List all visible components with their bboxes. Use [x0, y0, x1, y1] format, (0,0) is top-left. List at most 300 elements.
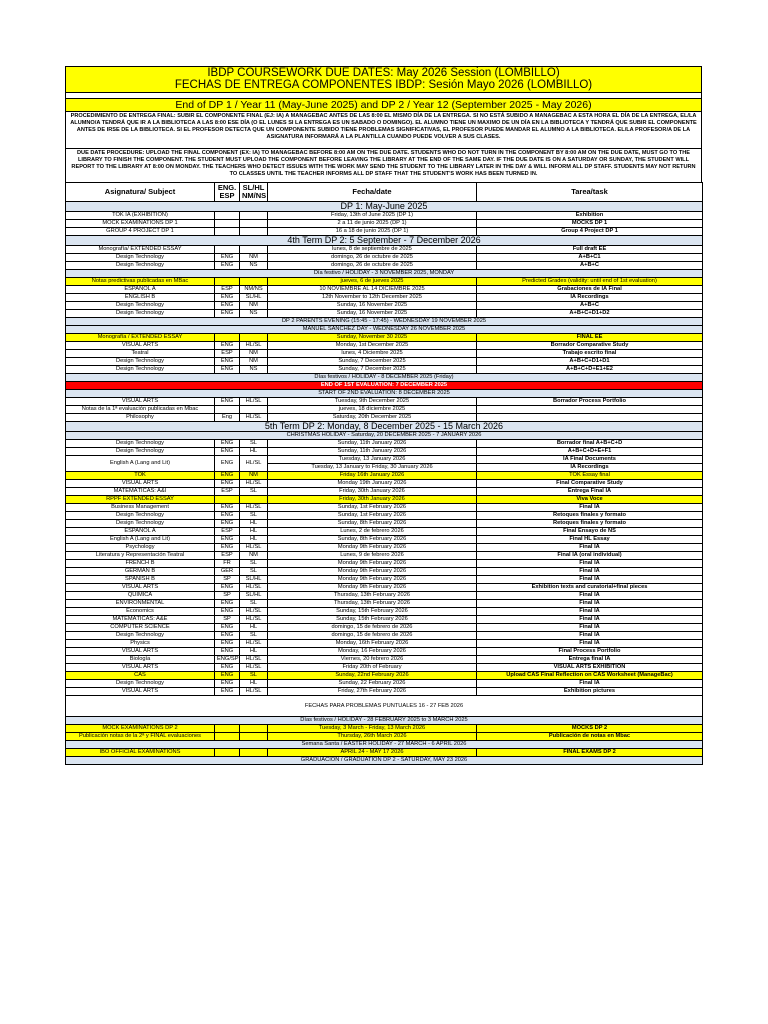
- task-cell: Final Ensayo de NS: [477, 528, 703, 536]
- subject-cell: VISUAL ARTS: [66, 398, 215, 406]
- date-cell: Friday 20th of February: [268, 664, 477, 672]
- subject-cell: IBO OFFICIAL EXAMINATIONS: [66, 749, 215, 757]
- level-cell: HL/SL: [240, 342, 268, 350]
- language-cell: ENG: [215, 480, 240, 488]
- level-cell: [240, 406, 268, 414]
- date-cell: Sunday, 8th February 2026: [268, 536, 477, 544]
- table-row: [66, 624, 703, 632]
- level-cell: SL: [240, 560, 268, 568]
- task-cell: Entrega final IA: [477, 656, 703, 664]
- table-row: [66, 440, 703, 448]
- subject-cell: VISUAL ARTS: [66, 688, 215, 696]
- level-cell: SL: [240, 488, 268, 496]
- task-cell: Full draft EE: [477, 246, 703, 254]
- level-cell: NM: [240, 472, 268, 480]
- level-cell: [240, 733, 268, 741]
- subject-cell: MOCK EXAMINATIONS DP 1: [66, 220, 215, 228]
- subject-cell: Notas de la 1ª evaluación publicadas en Mbac: [66, 406, 215, 414]
- task-cell: Exhibition texts and curatorial+final pieces: [477, 584, 703, 592]
- level-cell: HL/SL: [240, 480, 268, 488]
- date-cell: Tuesday, 13 January 2026: [268, 456, 477, 464]
- date-cell: jueves, 18 diciembre 2025: [268, 406, 477, 414]
- subject-cell: Design Technology: [66, 680, 215, 688]
- subject-cell: Design Technology: [66, 520, 215, 528]
- table-row: [66, 552, 703, 560]
- table-row: [66, 246, 703, 254]
- col-language: ENG. ESP: [215, 183, 240, 202]
- table-row: [66, 488, 703, 496]
- table-row: [66, 398, 703, 406]
- subject-cell: English A (Lang and Lit): [66, 456, 215, 472]
- date-cell: Sunday, 7 December 2025: [268, 366, 477, 374]
- date-cell: Sunday, 1st February 2026: [268, 512, 477, 520]
- level-cell: [240, 228, 268, 236]
- note-row: [66, 757, 703, 765]
- language-cell: ENG: [215, 366, 240, 374]
- note-text: DP 2 PARENTS EVENING (15:45 - 17:45) - WEDNESDAY 19 NOVEMBER 2025: [66, 318, 703, 326]
- table-row: [66, 366, 703, 374]
- language-cell: ENG: [215, 520, 240, 528]
- level-cell: SL: [240, 512, 268, 520]
- level-cell: NM: [240, 358, 268, 366]
- table-row: [66, 544, 703, 552]
- language-cell: [215, 725, 240, 733]
- level-cell: SL: [240, 600, 268, 608]
- task-cell: Predicted Grades (validity: until end of 1st evaluation): [477, 278, 703, 286]
- language-cell: ENG: [215, 342, 240, 350]
- level-cell: SL: [240, 568, 268, 576]
- language-cell: ENG: [215, 536, 240, 544]
- task-cell: Viva Voce: [477, 496, 703, 504]
- date-cell: Monday 9th February 2026: [268, 584, 477, 592]
- language-cell: Eng: [215, 414, 240, 422]
- language-cell: ENG: [215, 440, 240, 448]
- task-cell: Borrador Comparative Study: [477, 342, 703, 350]
- subject-cell: Economics: [66, 608, 215, 616]
- language-cell: ENG: [215, 608, 240, 616]
- task-cell: Final IA: [477, 616, 703, 624]
- level-cell: SL/HL: [240, 294, 268, 302]
- table-row: [66, 576, 703, 584]
- subject-cell: ESPAÑOL A: [66, 528, 215, 536]
- task-cell: Final HL Essay: [477, 536, 703, 544]
- date-cell: Monday, 16 February 2026: [268, 648, 477, 656]
- task-cell: A+B+C+D+E1+E2: [477, 366, 703, 374]
- language-cell: SP: [215, 616, 240, 624]
- table-row: [66, 688, 703, 696]
- language-cell: [215, 406, 240, 414]
- subject-cell: ESPAÑOL A: [66, 286, 215, 294]
- subject-cell: Design Technology: [66, 358, 215, 366]
- task-cell: Retoques finales y formato: [477, 512, 703, 520]
- table-row: [66, 656, 703, 664]
- subject-cell: Monografía / EXTENDED ESSAY: [66, 334, 215, 342]
- language-cell: ENG: [215, 254, 240, 262]
- note-text: Días festivos / HOLIDAY - 8 DECEMBER 2025 (Friday): [66, 374, 703, 382]
- subject-cell: Monografía/ EXTENDED ESSAY: [66, 246, 215, 254]
- evaluation-end-row: [66, 382, 703, 390]
- col-task: Tarea/task: [477, 183, 703, 202]
- level-cell: HL: [240, 448, 268, 456]
- level-cell: [240, 496, 268, 504]
- note-row: [66, 696, 703, 717]
- language-cell: ESP: [215, 528, 240, 536]
- note-row: [66, 390, 703, 398]
- language-cell: ESP: [215, 488, 240, 496]
- subject-cell: VISUAL ARTS: [66, 480, 215, 488]
- subject-cell: Business Management: [66, 504, 215, 512]
- date-cell: Saturday, 20th December 2025: [268, 414, 477, 422]
- table-row: [66, 560, 703, 568]
- level-cell: HL/SL: [240, 616, 268, 624]
- task-cell: Final IA: [477, 544, 703, 552]
- language-cell: GER: [215, 568, 240, 576]
- task-cell: TOK Essay final: [477, 472, 703, 480]
- subject-cell: Literatura y Representación Teatral: [66, 552, 215, 560]
- task-cell: [477, 406, 703, 414]
- subject-cell: CAS: [66, 672, 215, 680]
- language-cell: ENG: [215, 632, 240, 640]
- task-cell: Retoques finales y formato: [477, 520, 703, 528]
- date-cell: Tuesday, 3 March - Friday, 13 March 2026: [268, 725, 477, 733]
- task-cell: Borrador final A+B+C+D: [477, 440, 703, 448]
- date-cell: 2 a 11 de junio 2025 (DP 1): [268, 220, 477, 228]
- date-cell: Tuesday, 13 January to Friday, 30 January 2026: [268, 464, 477, 472]
- task-cell: Final IA: [477, 560, 703, 568]
- date-cell: lunes, 4 Diciembre 2025: [268, 350, 477, 358]
- language-cell: ENG: [215, 664, 240, 672]
- language-cell: ENG: [215, 584, 240, 592]
- language-cell: ENG: [215, 648, 240, 656]
- table-row: [66, 608, 703, 616]
- date-cell: 16 a 18 de junio 2025 (DP 1): [268, 228, 477, 236]
- procedure-spanish: PROCEDIMIENTO DE ENTREGA FINAL: SUBIR EL COMPONENTE FINAL (EJ: IA) A MANAGEBAC ANTES DE LAS 8:00 EL MISMO DÍA DE LA ENTREGA. SI NO ESTÁ SUBIDO A MANAGEBAC A ESTA HORA EL DÍA DE LA ENTREGA, EL/LA ALUMNO/A TENDRÁ QUE IR A LA BIBLIOTECA A LAS 8:00 ESE DÍA (O EL LUNES SI LA ENTREGA ES UN SABADO O DOMINGO). EL ALUMNO TIENE UN MAXIMO DE UN DÍA EN LA BIBLIOTECA Y TENDRÁ QUE SUBIR EL COMPONENTE ANTES DE IRSE DE LA BIBLIOTECA. SI EL PROFESOR DETECTA QUE UN COMPONENTE SUBIDO TIENE PROBLEMAS SIGNIFICATIVAS, EL PROFESOR PUEDE MANDAR EL ALUMNO A LA BIBLIOTECA. EL/LA PROFESOR/A DE LA ASIGNATURA INFORMARÁ A LA PLANTILLA CUANDO PUEDE VOLVER A SUS CLASES.: [65, 111, 702, 148]
- language-cell: ENG: [215, 680, 240, 688]
- language-cell: ENG: [215, 398, 240, 406]
- level-cell: [240, 278, 268, 286]
- task-cell: Final IA: [477, 632, 703, 640]
- subject-cell: TOK IA (EXHIBITION): [66, 212, 215, 220]
- date-cell: Sunday, 7 December 2025: [268, 358, 477, 366]
- note-text: FECHAS PARA PROBLEMAS PUNTUALES 16 - 27 FEB 2026: [66, 696, 703, 717]
- level-cell: HL/SL: [240, 640, 268, 648]
- subject-cell: RPPF EXTENDED ESSAY: [66, 496, 215, 504]
- term-header-row: [66, 236, 703, 246]
- level-cell: [240, 749, 268, 757]
- note-text: MANUEL SANCHEZ DAY - WEDNESDAY 26 NOVEMBER 2025: [66, 326, 703, 334]
- date-cell: Lunes, 2 de febrero 2026: [268, 528, 477, 536]
- subject-cell: Design Technology: [66, 302, 215, 310]
- date-cell: Friday, 27th February 2026: [268, 688, 477, 696]
- task-cell: Grabaciones de IA Final: [477, 286, 703, 294]
- task-cell: A+B+C+D1+D1: [477, 358, 703, 366]
- level-cell: HL/SL: [240, 544, 268, 552]
- col-subject: Asignatura/ Subject: [66, 183, 215, 202]
- level-cell: HL: [240, 536, 268, 544]
- coursework-sheet: [65, 66, 702, 765]
- table-row: [66, 310, 703, 318]
- date-cell: domingo, 26 de octubre de 2025: [268, 262, 477, 270]
- table-row: [66, 414, 703, 422]
- date-cell: domingo, 15 de febrero de 2026: [268, 624, 477, 632]
- subject-cell: Design Technology: [66, 254, 215, 262]
- task-cell: IA Recordings: [477, 464, 703, 472]
- note-row: [66, 374, 703, 382]
- level-cell: [240, 334, 268, 342]
- language-cell: ENG: [215, 358, 240, 366]
- task-cell: Exhibition pictures: [477, 688, 703, 696]
- procedure-english: DUE DATE PROCEDURE: UPLOAD THE FINAL COMPONENT (EX: IA) TO MANAGEBAC BEFORE 8:00 AM ON THE DUE DATE. STUDENTS WHO DO NOT TURN IN THE COMPONENT BY 8:00 AM ON THE DUE DATE, MUST GO TO THE LIBRARY TO FINISH THE COMPONENT. THE STUDENT MUST UPLOAD THE COMPONENT BEFORE LEAVING THE LIBRARY AT THE END OF THE SAME DAY. IF THE DUE DATE IS ON A SATURDAY OR SUNDAY, THE STUDENT WILL REPORT TO THE LIBRARY AT 8:00 ON MONDAY. THE TEACHERS WHO DETECT ISSUES WITH THE WORK MAY SEND THE STUDENT TO THE LIBRARY LATER IN THE DAY & WILL INFORM ALL DP STAFF. STUDENTS MAY NOT RETURN TO CLASSES UNTIL THE TEACHER INFORMS ALL DP STAFF THAT THE STUDENT'S WORK HAS BEEN TURNED IN.: [65, 148, 702, 182]
- subject-cell: Design Technology: [66, 366, 215, 374]
- date-cell: Monday 9th February 2026: [268, 560, 477, 568]
- language-cell: [215, 733, 240, 741]
- table-row: [66, 733, 703, 741]
- note-text: END OF 1ST EVALUATION: 7 DECEMBER 2025: [66, 382, 703, 390]
- language-cell: ENG: [215, 512, 240, 520]
- table-row: [66, 472, 703, 480]
- level-cell: HL/SL: [240, 608, 268, 616]
- table-row: [66, 358, 703, 366]
- level-cell: NM: [240, 254, 268, 262]
- note-row: [66, 717, 703, 725]
- language-cell: ENG: [215, 624, 240, 632]
- subject-cell: VISUAL ARTS: [66, 664, 215, 672]
- table-row: [66, 448, 703, 456]
- task-cell: MOCKS DP 2: [477, 725, 703, 733]
- task-cell: Final IA: [477, 504, 703, 512]
- language-cell: ENG: [215, 448, 240, 456]
- col-date: Fecha/date: [268, 183, 477, 202]
- term-title: 5th Term DP 2: Monday, 8 December 2025 - 15 March 2026: [66, 422, 703, 432]
- table-row: [66, 220, 703, 228]
- language-cell: ENG: [215, 472, 240, 480]
- table-row: [66, 725, 703, 733]
- date-cell: Thursday, 13th February 2026: [268, 600, 477, 608]
- subject-cell: Design Technology: [66, 512, 215, 520]
- note-row: [66, 318, 703, 326]
- subject-cell: Psychology: [66, 544, 215, 552]
- task-cell: IA Final Documents: [477, 456, 703, 464]
- date-cell: Sunday, 11th January 2026: [268, 440, 477, 448]
- subject-cell: VISUAL ARTS: [66, 648, 215, 656]
- subject-cell: COMPUTER SCIENCE: [66, 624, 215, 632]
- language-cell: [215, 228, 240, 236]
- task-cell: [477, 414, 703, 422]
- date-cell: Monday 19th January 2026: [268, 480, 477, 488]
- table-row: [66, 616, 703, 624]
- level-cell: NM/NS: [240, 286, 268, 294]
- date-cell: Thursday, 13th February 2026: [268, 592, 477, 600]
- subject-cell: TOK: [66, 472, 215, 480]
- language-cell: ESP: [215, 286, 240, 294]
- task-cell: Borrador Process Portfolio: [477, 398, 703, 406]
- level-cell: HL/SL: [240, 414, 268, 422]
- date-cell: Thursday, 26th March 2026: [268, 733, 477, 741]
- level-cell: NS: [240, 262, 268, 270]
- subject-cell: Design Technology: [66, 448, 215, 456]
- subject-cell: Design Technology: [66, 632, 215, 640]
- task-cell: Final IA: [477, 608, 703, 616]
- task-cell: Final IA: [477, 592, 703, 600]
- date-cell: Monday, 1st December 2025: [268, 342, 477, 350]
- subject-cell: Design Technology: [66, 440, 215, 448]
- table-row: [66, 536, 703, 544]
- date-cell: Friday, 30th January 2026: [268, 496, 477, 504]
- date-cell: Monday 9th February 2026: [268, 544, 477, 552]
- level-cell: SL: [240, 440, 268, 448]
- subject-cell: Notas predictivas publicadas en MBac: [66, 278, 215, 286]
- level-cell: HL/SL: [240, 584, 268, 592]
- task-cell: MOCKS DP 1: [477, 220, 703, 228]
- table-row: [66, 528, 703, 536]
- title-spanish: FECHAS DE ENTREGA COMPONENTES IBDP: Sesión Mayo 2026 (LOMBILLO): [174, 79, 593, 91]
- note-row: [66, 270, 703, 278]
- table-row: [66, 632, 703, 640]
- table-row: [66, 749, 703, 757]
- table-row: [66, 512, 703, 520]
- date-cell: Monday, 16th February 2026: [268, 640, 477, 648]
- date-cell: 12th November to 12th December 2025: [268, 294, 477, 302]
- task-cell: Final IA: [477, 640, 703, 648]
- note-text: GRADUACION / GRADUATION DP 2 - SATURDAY, MAY 23 2026: [66, 757, 703, 765]
- language-cell: SP: [215, 592, 240, 600]
- language-cell: ENG: [215, 456, 240, 472]
- date-cell: Sunday, 22 February 2026: [268, 680, 477, 688]
- subject-cell: MOCK EXAMINATIONS DP 2: [66, 725, 215, 733]
- language-cell: [215, 278, 240, 286]
- task-cell: Final IA (oral individual): [477, 552, 703, 560]
- table-row: [66, 456, 703, 464]
- title-english: IBDP COURSEWORK DUE DATES: May 2026 Session (LOMBILLO): [207, 67, 560, 79]
- level-cell: HL: [240, 520, 268, 528]
- level-cell: SL/HL: [240, 592, 268, 600]
- table-row: [66, 504, 703, 512]
- term-title: DP 1: May-June 2025: [66, 202, 703, 212]
- task-cell: Trabajo escrito final: [477, 350, 703, 358]
- date-cell: Friday, 13th of June 2025 (DP 1): [268, 212, 477, 220]
- task-cell: Final IA: [477, 568, 703, 576]
- date-cell: Sunday, 16 November 2025: [268, 302, 477, 310]
- table-row: [66, 672, 703, 680]
- subject-cell: Biología: [66, 656, 215, 664]
- subject-cell: QUÍMICA: [66, 592, 215, 600]
- task-cell: Final IA: [477, 624, 703, 632]
- task-cell: IA Recordings: [477, 294, 703, 302]
- table-row: [66, 294, 703, 302]
- date-cell: Sunday, 22nd February 2026: [268, 672, 477, 680]
- date-cell: Sunday, 11th January 2026: [268, 448, 477, 456]
- task-cell: A+B+C1: [477, 254, 703, 262]
- date-cell: Sunday, 1st February 2026: [268, 504, 477, 512]
- level-cell: HL: [240, 648, 268, 656]
- note-text: Día festivo / HOLIDAY - 3 NOVEMBER 2025, MONDAY: [66, 270, 703, 278]
- task-cell: Entrega Final IA: [477, 488, 703, 496]
- due-dates-table: [65, 182, 703, 765]
- table-row: [66, 592, 703, 600]
- task-cell: VISUAL ARTS EXHIBITION: [477, 664, 703, 672]
- level-cell: [240, 725, 268, 733]
- task-cell: Final IA: [477, 576, 703, 584]
- language-cell: ENG: [215, 262, 240, 270]
- subject-cell: VISUAL ARTS: [66, 584, 215, 592]
- language-cell: [215, 212, 240, 220]
- language-cell: ENG/SP: [215, 656, 240, 664]
- date-cell: Sunday, November 30 2025: [268, 334, 477, 342]
- date-cell: Lunes, 9 de febrero 2026: [268, 552, 477, 560]
- date-cell: Viernes, 20 febrero 2026: [268, 656, 477, 664]
- task-cell: Upload CAS Final Reflection on CAS Worksheet (ManageBac): [477, 672, 703, 680]
- level-cell: NS: [240, 366, 268, 374]
- language-cell: ENG: [215, 302, 240, 310]
- level-cell: SL/HL: [240, 576, 268, 584]
- subject-cell: ENVIRONMENTAL: [66, 600, 215, 608]
- task-cell: Group 4 Project DP 1: [477, 228, 703, 236]
- title-block: [65, 66, 702, 92]
- table-row: [66, 480, 703, 488]
- table-row: [66, 496, 703, 504]
- task-cell: Final Process Portfolio: [477, 648, 703, 656]
- level-cell: HL/SL: [240, 456, 268, 472]
- note-text: CHRISTMAS HOLIDAY - Saturday, 20 DECEMBER 2025 - 7 JANUARY 2026: [66, 432, 703, 440]
- table-row: [66, 350, 703, 358]
- task-cell: A+B+C: [477, 302, 703, 310]
- task-cell: FINAL EE: [477, 334, 703, 342]
- language-cell: ENG: [215, 504, 240, 512]
- date-cell: Monday 9th February 2026: [268, 576, 477, 584]
- table-row: [66, 228, 703, 236]
- task-cell: A+B+C+D+E+F1: [477, 448, 703, 456]
- table-row: [66, 302, 703, 310]
- task-cell: FINAL EXAMS DP 2: [477, 749, 703, 757]
- language-cell: [215, 496, 240, 504]
- level-cell: HL: [240, 680, 268, 688]
- language-cell: ENG: [215, 688, 240, 696]
- language-cell: SP: [215, 576, 240, 584]
- table-row: [66, 520, 703, 528]
- language-cell: ENG: [215, 640, 240, 648]
- date-cell: 10 NOVIEMBRE AL 14 DICIEMBRE 2025: [268, 286, 477, 294]
- date-cell: Sunday, 16 November 2025: [268, 310, 477, 318]
- subject-cell: SPANISH B: [66, 576, 215, 584]
- subject-cell: ENGLISH B: [66, 294, 215, 302]
- note-text: START OF 2ND EVALUATION: 8 DECEMBER 2025: [66, 390, 703, 398]
- note-text: Días festivos / HOLIDAY - 28 FEBRUARY 2025 to 3 MARCH 2025: [66, 717, 703, 725]
- level-cell: HL/SL: [240, 656, 268, 664]
- term-title: 4th Term DP 2: 5 September - 7 December 2026: [66, 236, 703, 246]
- level-cell: NM: [240, 350, 268, 358]
- task-cell: Final IA: [477, 600, 703, 608]
- level-cell: NS: [240, 310, 268, 318]
- subject-cell: Teatral: [66, 350, 215, 358]
- date-cell: Sunday, 15th February 2026: [268, 616, 477, 624]
- level-cell: HL: [240, 528, 268, 536]
- date-cell: Monday 9th February 2026: [268, 568, 477, 576]
- note-row: [66, 741, 703, 749]
- task-cell: Final Comparative Study: [477, 480, 703, 488]
- language-cell: ENG: [215, 544, 240, 552]
- subject-cell: GERMAN B: [66, 568, 215, 576]
- language-cell: [215, 749, 240, 757]
- task-cell: Exhibition: [477, 212, 703, 220]
- term-header-row: [66, 202, 703, 212]
- table-row: [66, 664, 703, 672]
- subject-cell: Philosophy: [66, 414, 215, 422]
- table-row: [66, 334, 703, 342]
- level-cell: HL/SL: [240, 504, 268, 512]
- term-header-row: [66, 422, 703, 432]
- section-heading: End of DP 1 / Year 11 (May-June 2025) and DP 2 / Year 12 (September 2025 - May 2026): [65, 98, 702, 111]
- subject-cell: VISUAL ARTS: [66, 342, 215, 350]
